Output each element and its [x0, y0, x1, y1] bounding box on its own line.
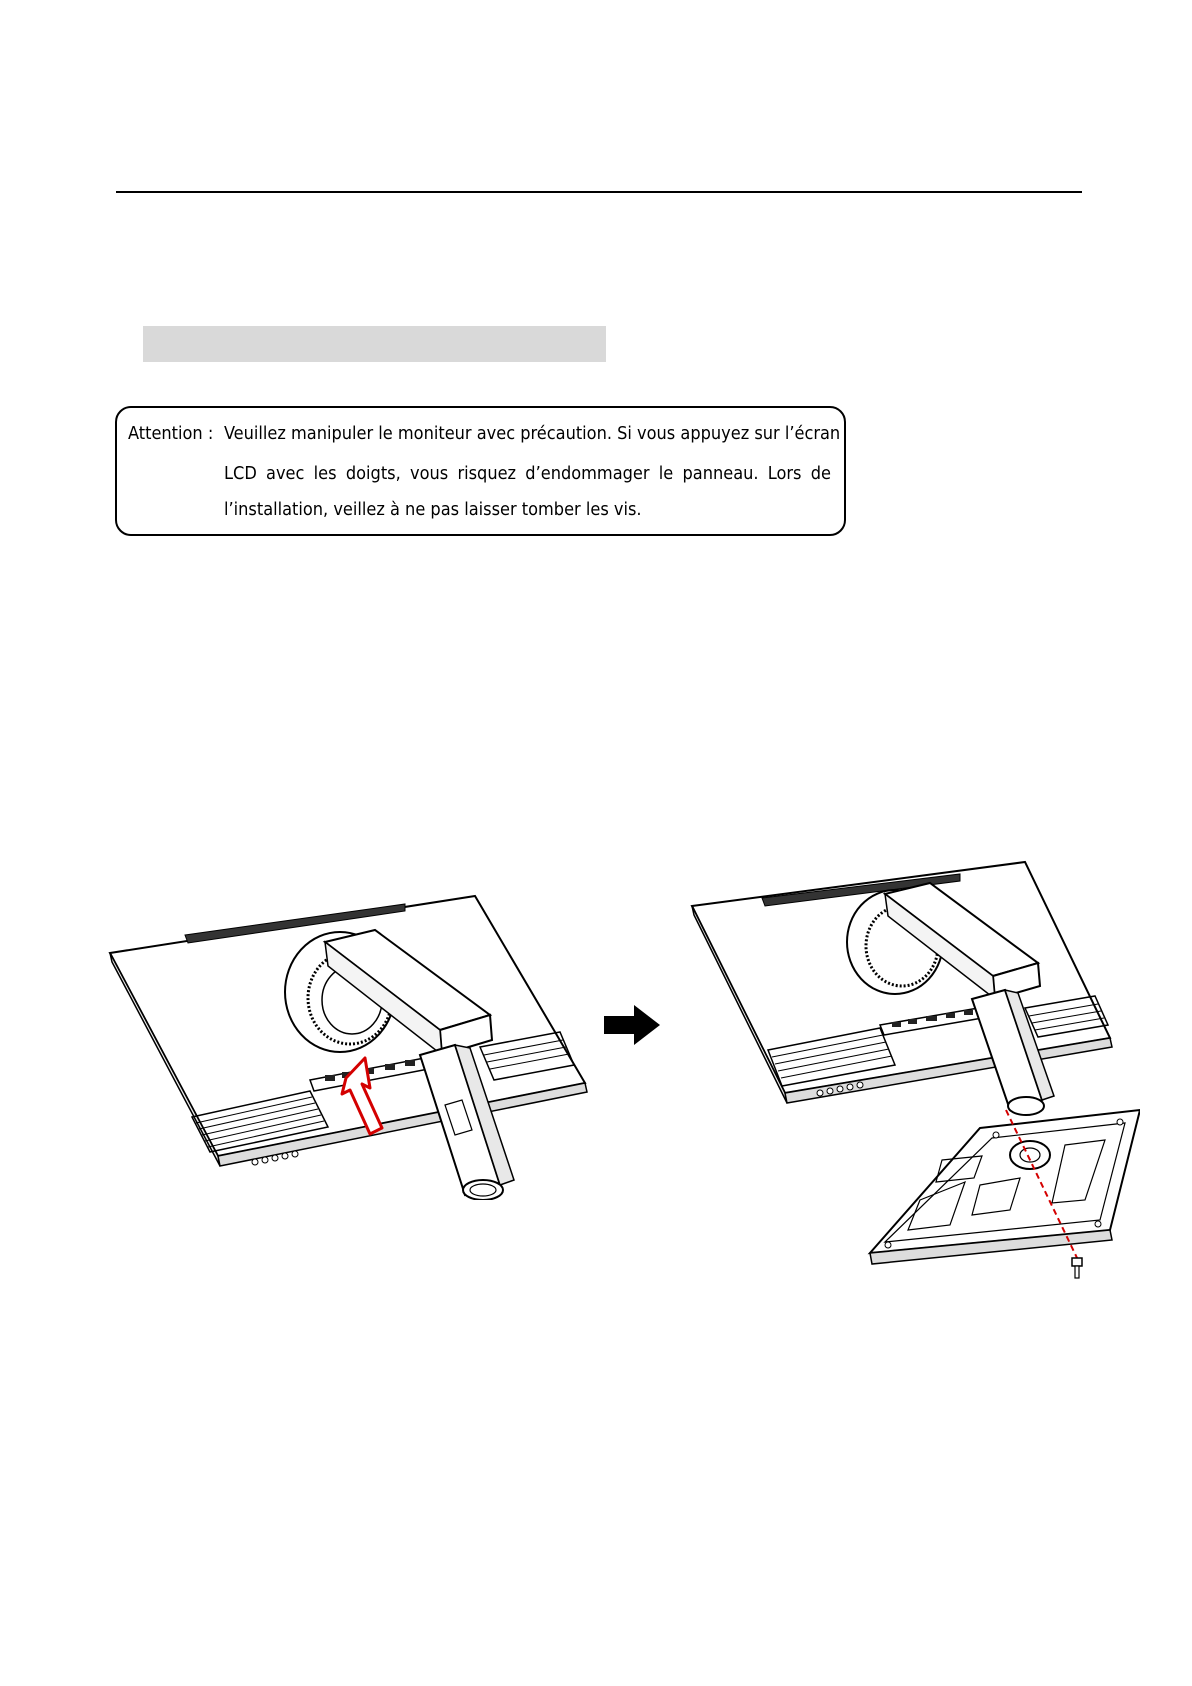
header-rule — [116, 191, 1082, 193]
right-arrow-icon — [604, 1005, 660, 1045]
section-heading-bar — [143, 326, 606, 362]
caution-text-line-1: Veuillez manipuler le moniteur avec précaution. Si vous appuyez sur l’écran — [224, 423, 841, 444]
caution-label: Attention : — [128, 423, 214, 444]
screw-icon — [1072, 1258, 1082, 1278]
monitor-base-plate-illustration — [680, 860, 1140, 1280]
monitor-stand-neck-illustration — [100, 880, 600, 1200]
caution-text-line-3: l’installation, veillez à ne pas laisser tomber les vis. — [224, 499, 642, 520]
caution-text-line-2: LCD avec les doigts, vous risquez d’endommager le panneau. Lors de — [224, 463, 831, 484]
